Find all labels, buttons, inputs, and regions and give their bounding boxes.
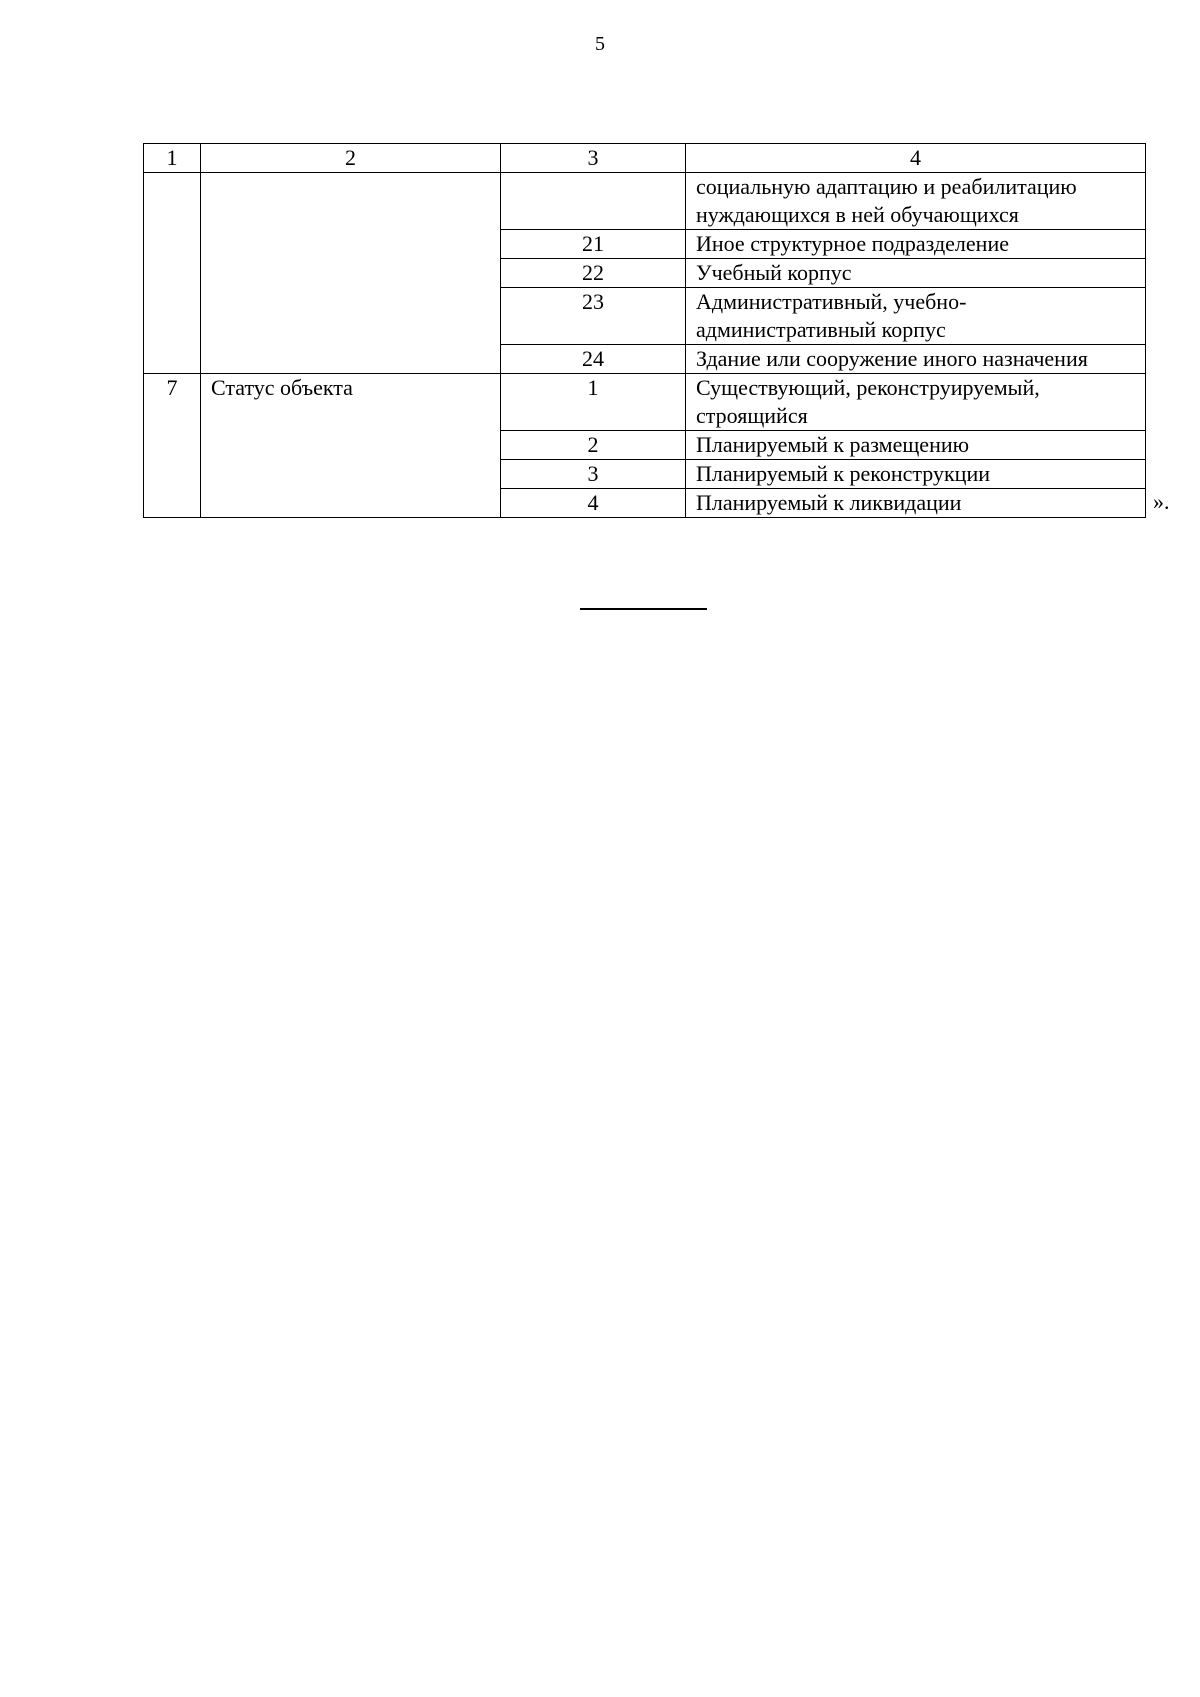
description-cell: Учебный корпус xyxy=(686,259,1146,288)
header-col-3: 3 xyxy=(501,144,686,173)
description-cell: Здание или сооружение иного назначения xyxy=(686,345,1146,374)
code-cell: 23 xyxy=(501,288,686,345)
code-cell: 22 xyxy=(501,259,686,288)
group2-number-cell: 7 xyxy=(144,374,201,518)
classification-table xyxy=(143,143,1146,518)
header-col-1: 1 xyxy=(144,144,201,173)
continuation-description: социальную адаптацию и реабилитацию нуждающихся в ней обучающихся xyxy=(686,173,1146,230)
continuation-code-cell xyxy=(501,173,686,230)
description-cell: Планируемый к ликвидации xyxy=(686,489,1146,518)
page-number: 5 xyxy=(595,33,605,55)
table-row xyxy=(144,374,1146,431)
description-cell: Существующий, реконструируемый, строящийся xyxy=(686,374,1146,431)
code-cell: 3 xyxy=(501,460,686,489)
description-cell: Иное структурное подразделение xyxy=(686,230,1146,259)
closing-quote: ». xyxy=(1153,489,1170,514)
description-cell: Административный, учебно-административный корпус xyxy=(686,288,1146,345)
end-of-document-rule xyxy=(580,608,707,610)
group1-name-cell xyxy=(201,173,501,374)
code-cell: 24 xyxy=(501,345,686,374)
code-cell: 4 xyxy=(501,489,686,518)
code-cell: 1 xyxy=(501,374,686,431)
table-header-row xyxy=(144,144,1146,173)
table-row xyxy=(144,173,1146,230)
group2-name-cell: Статус объекта xyxy=(201,374,501,518)
description-cell: Планируемый к размещению xyxy=(686,431,1146,460)
header-col-2: 2 xyxy=(201,144,501,173)
code-cell: 2 xyxy=(501,431,686,460)
code-cell: 21 xyxy=(501,230,686,259)
group1-number-cell xyxy=(144,173,201,374)
header-col-4: 4 xyxy=(686,144,1146,173)
description-cell: Планируемый к реконструкции xyxy=(686,460,1146,489)
